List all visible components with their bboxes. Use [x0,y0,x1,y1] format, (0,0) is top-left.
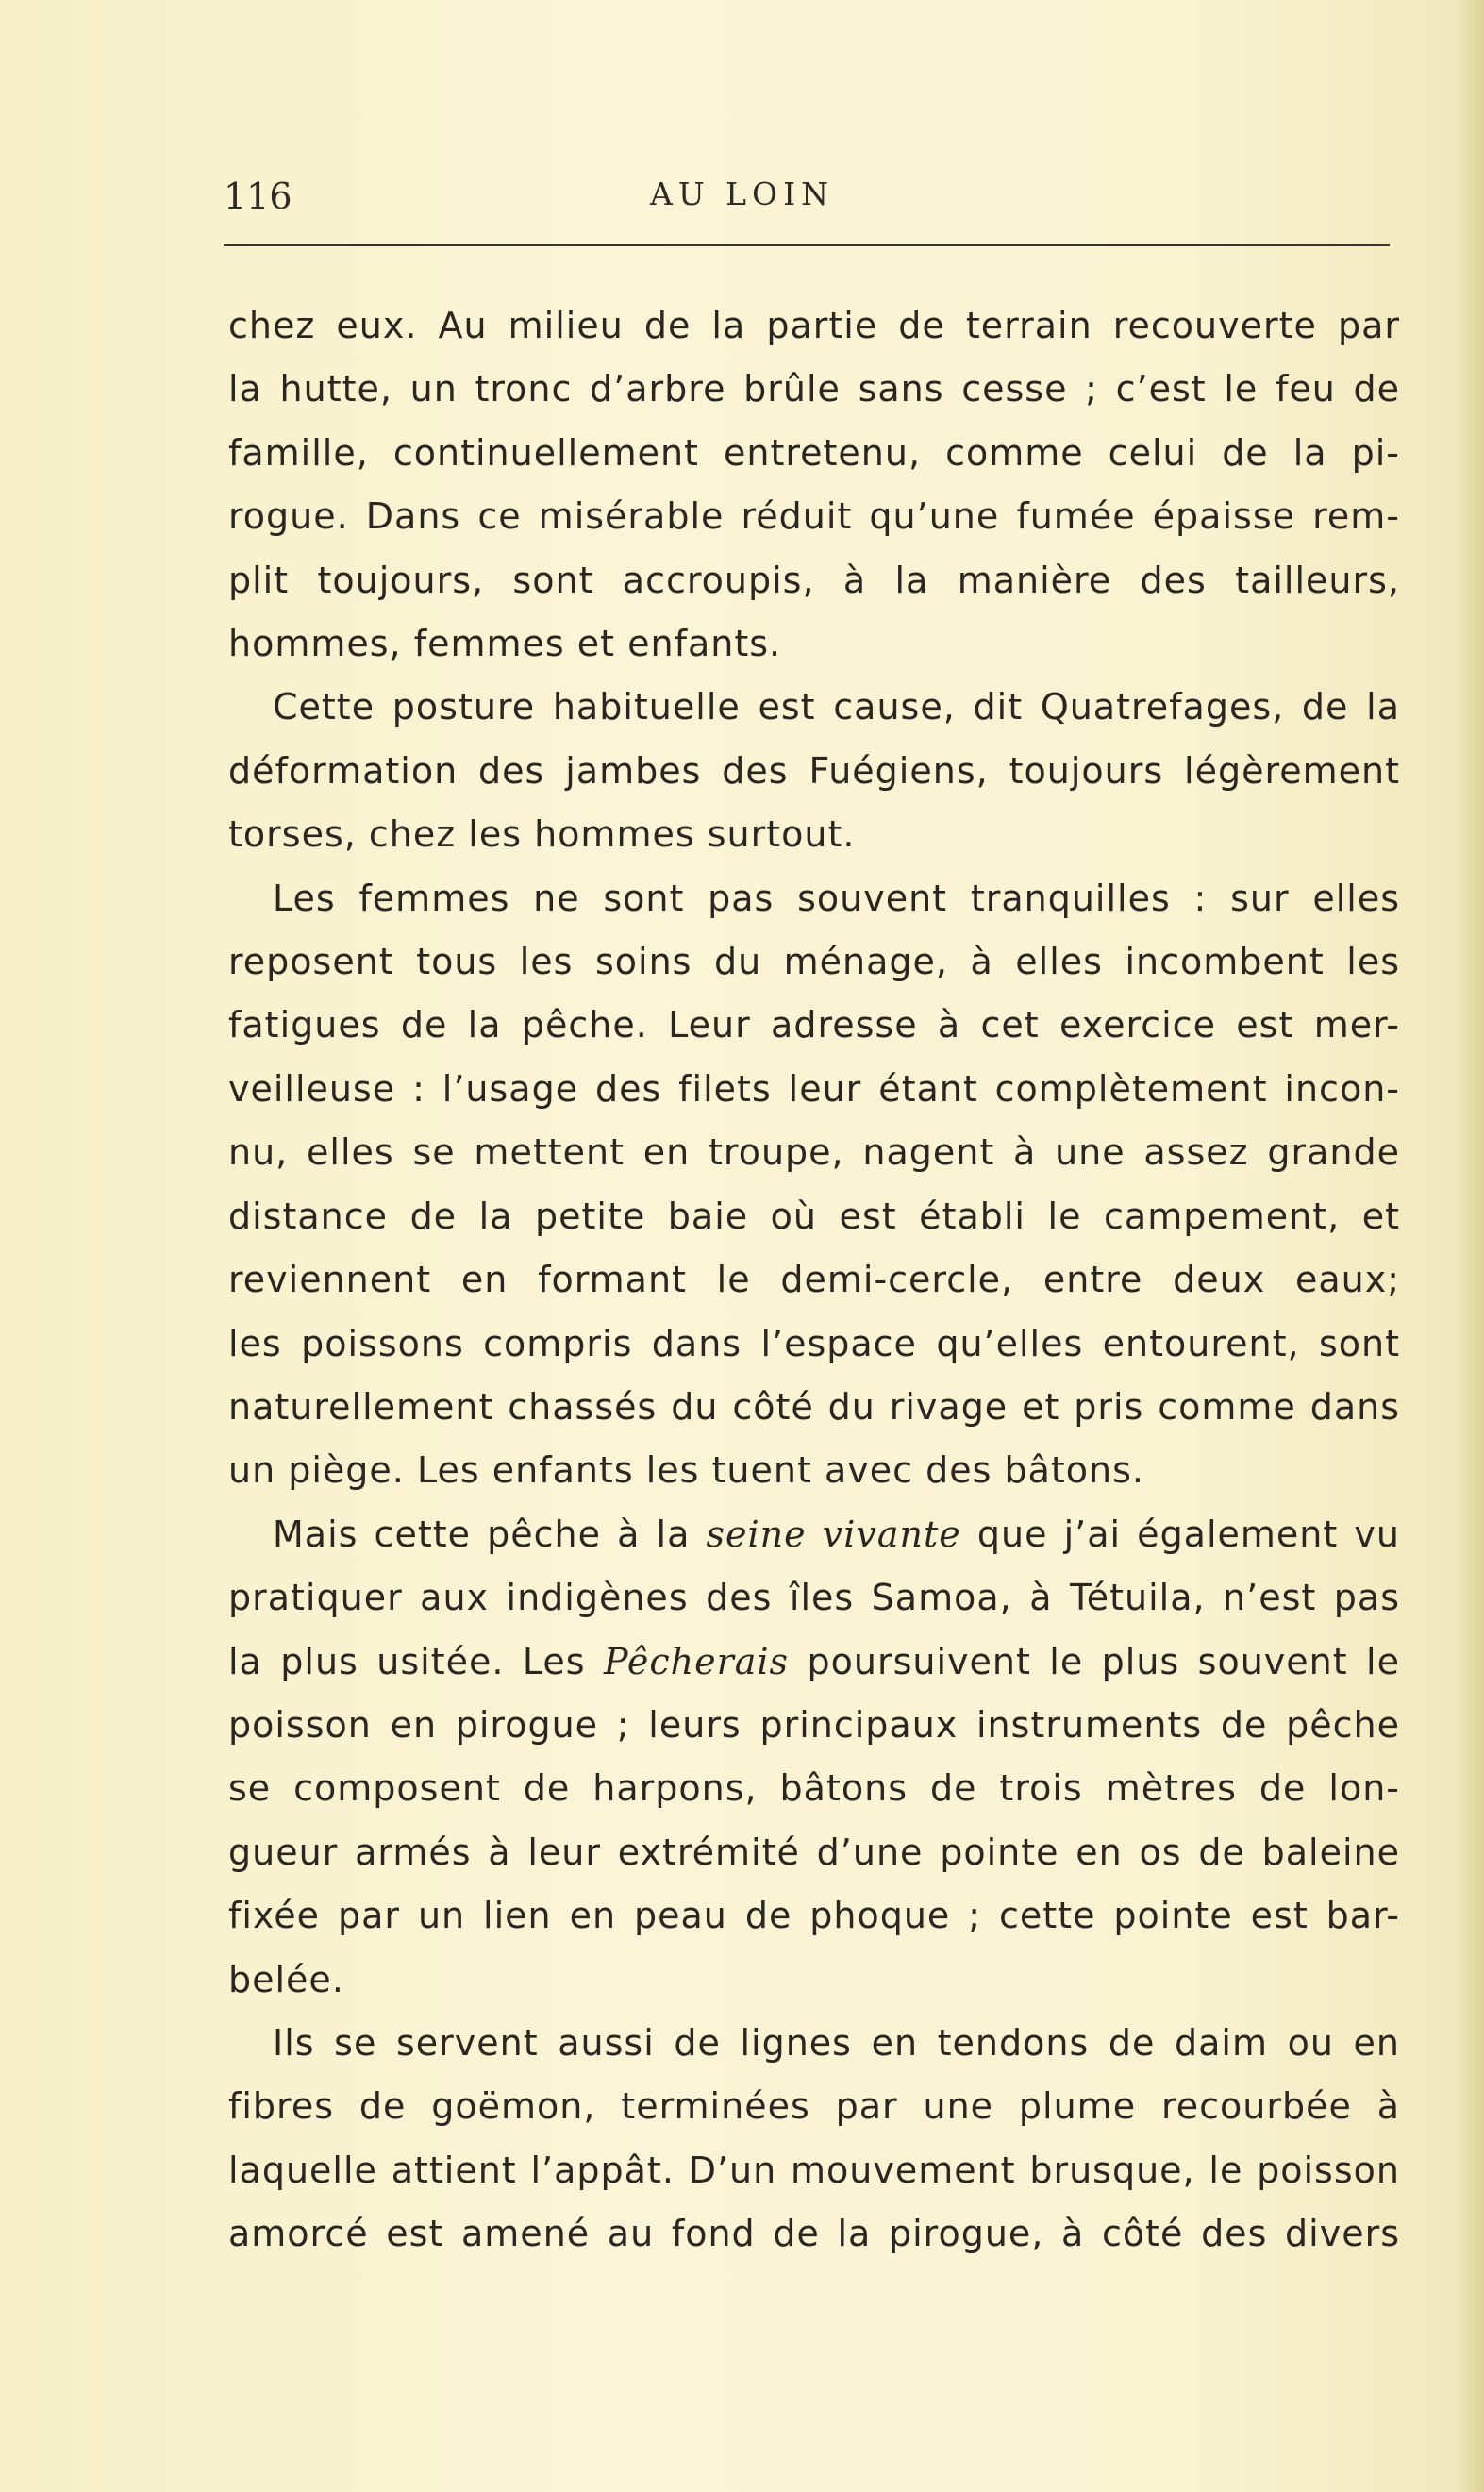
text-line: Les femmes ne sont pas souvent tranquilles : sur elles [273,877,1400,919]
text-line: la hutte, un tronc d’arbre brûle sans cesse ; c’est le feu de [228,368,1400,410]
text-line: reposent tous les soins du ménage, à elles incombent les [228,941,1400,983]
text-line: distance de la petite baie où est établi le campement, et [228,1195,1400,1237]
text-line: hommes, femmes et enfants. [228,623,782,665]
text-line: Mais cette pêche à la seine vivante que j’ai également vu [273,1513,1400,1555]
text-line: nu, elles se mettent en troupe, nagent à une assez grande [228,1131,1400,1174]
running-head: AU LOIN [649,176,834,212]
text-line: fatigues de la pêche. Leur adresse à cet exercice est mer- [228,1004,1400,1046]
text-line: torses, chez les hommes surtout. [228,813,856,856]
text-line: reviennent en formant le demi-cercle, entre deux eaux; [228,1259,1400,1301]
text-line: amorcé est amené au fond de la pirogue, à côté des divers [228,2213,1400,2255]
text-line: rogue. Dans ce misérable réduit qu’une fumée épaisse rem- [228,495,1400,538]
text-line: pratiquer aux indigènes des îles Samoa, à Tétuila, n’est pas [228,1577,1400,1619]
text-line: Cette posture habituelle est cause, dit Quatrefages, de la [273,686,1400,728]
text-line: les poissons compris dans l’espace qu’elles entourent, sont [228,1322,1400,1364]
text-line: chez eux. Au milieu de la partie de terrain recouverte par [228,305,1400,346]
header-rule [224,244,1390,246]
text-line: naturellement chassés du côté du rivage et pris comme dans [228,1385,1400,1428]
text-line: un piège. Les enfants les tuent avec des bâtons. [228,1449,1144,1492]
body-text [228,294,1400,2266]
text-line: veilleuse : l’usage des filets leur étant complètement incon- [228,1067,1400,1110]
text-line: déformation des jambes des Fuégiens, toujours légèrement [228,749,1400,792]
text-line: plit toujours, sont accroupis, à la manière des tailleurs, [228,559,1400,601]
text-line: gueur armés à leur extrémité d’une pointe en os de baleine [228,1831,1400,1873]
text-line: se composent de harpons, bâtons de trois mètres de lon- [228,1767,1400,1810]
page-edge-shadow [1456,0,1484,2492]
text-line: poisson en pirogue ; leurs principaux instruments de pêche [228,1703,1400,1746]
page-number: 116 [224,176,292,217]
text-line: la plus usitée. Les Pêcherais poursuivent le plus souvent le [228,1640,1400,1682]
text-line: laquelle attient l’appât. D’un mouvement brusque, le poisson [228,2149,1400,2191]
text-line: fixée par un lien en peau de phoque ; cette pointe est bar- [228,1895,1400,1937]
text-line: famille, continuellement entretenu, comme celui de la pi- [228,431,1400,474]
text-line: fibres de goëmon, terminées par une plume recourbée à [228,2085,1400,2128]
text-line: belée. [228,1958,344,2000]
text-line: Ils se servent aussi de lignes en tendons de daim ou en [273,2021,1400,2064]
